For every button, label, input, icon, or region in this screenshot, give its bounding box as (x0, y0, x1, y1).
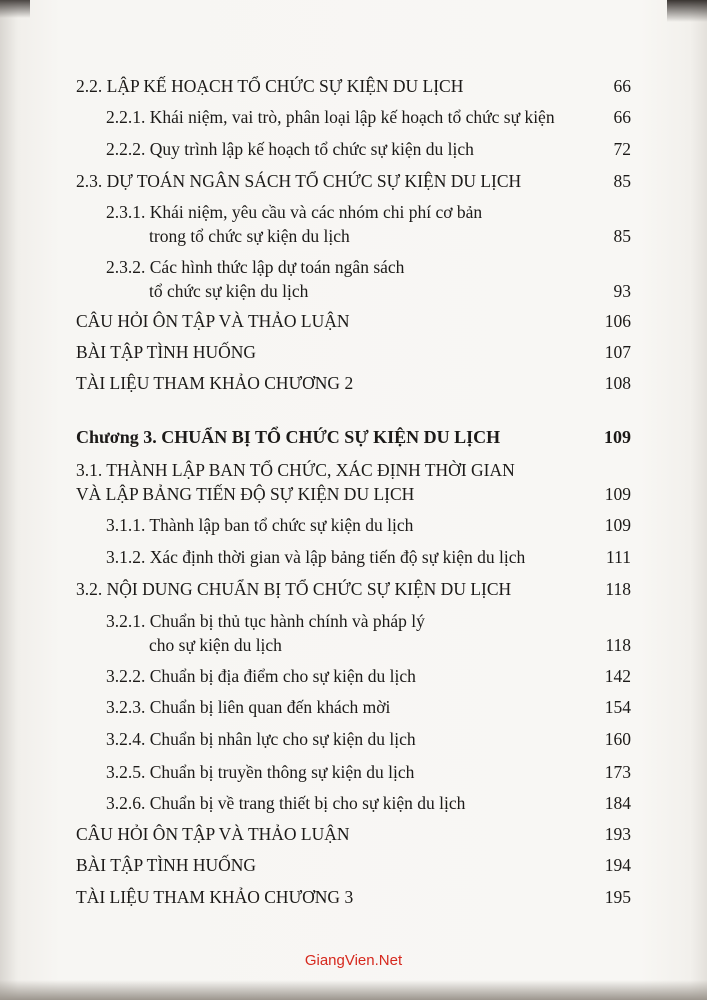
toc-page-number: 107 (604, 342, 631, 362)
toc-entry-title: 2.3.2. Các hình thức lập dự toán ngân sách tổ chức sự kiện du lịch (106, 257, 405, 301)
toc-page-number: 173 (604, 762, 631, 782)
toc-entry-title: 3.2.4. Chuẩn bị nhân lực cho sự kiện du lịch (106, 729, 416, 749)
toc-page-number: 109 (604, 427, 631, 447)
toc-chapter-title: Chương 3. CHUẨN BỊ TỔ CHỨC SỰ KIỆN DU LỊCH (76, 427, 501, 447)
toc-page-number: 109 (604, 484, 631, 504)
toc-entry-title: 3.1.2. Xác định thời gian và lập bảng tiến độ sự kiện du lịch (106, 547, 526, 567)
toc-page-number: 109 (604, 515, 631, 535)
toc-entry-title: 3.2.3. Chuẩn bị liên quan đến khách mời (106, 697, 391, 717)
toc-entry-title: 3.2.1. Chuẩn bị thủ tục hành chính và pháp lý cho sự kiện du lịch (106, 611, 425, 655)
toc-page-number: 118 (605, 579, 631, 599)
toc-entry-title: TÀI LIỆU THAM KHẢO CHƯƠNG 2 (76, 373, 354, 393)
toc-entry-title: 2.2.1. Khái niệm, vai trò, phân loại lập kế hoạch tổ chức sự kiện (106, 107, 555, 127)
scan-edge-shadow (0, 980, 707, 1000)
toc-page-number: 85 (613, 171, 631, 191)
toc-page-number: 194 (604, 855, 631, 875)
toc-page-number: 66 (613, 76, 631, 96)
toc-page-number: 72 (613, 139, 631, 159)
toc-entry-title: 2.3. DỰ TOÁN NGÂN SÁCH TỔ CHỨC SỰ KIỆN DU LỊCH (76, 171, 522, 191)
toc-page-number: 118 (605, 635, 631, 655)
toc-page-number: 193 (604, 824, 631, 844)
toc-entry-title: 2.2. LẬP KẾ HOẠCH TỔ CHỨC SỰ KIỆN DU LỊCH (76, 76, 464, 96)
toc-page-number: 160 (604, 729, 631, 749)
watermark-footer: GiangVien.Net (304, 952, 403, 969)
toc-page-number: 106 (604, 311, 631, 331)
toc-page-number: 195 (604, 887, 631, 907)
toc-page-number: 142 (604, 666, 631, 686)
toc-entry-title: CÂU HỎI ÔN TẬP VÀ THẢO LUẬN (76, 824, 350, 844)
toc-entry-title: 2.3.1. Khái niệm, yêu cầu và các nhóm chi phí cơ bản trong tổ chức sự kiện du lịch (106, 202, 483, 246)
toc-entry-title: CÂU HỎI ÔN TẬP VÀ THẢO LUẬN (76, 311, 350, 331)
toc-entry-title: 3.2. NỘI DUNG CHUẨN BỊ TỔ CHỨC SỰ KIỆN DU LỊCH (76, 579, 512, 599)
toc-page-number: 93 (613, 281, 631, 301)
toc-entry-title: 3.2.5. Chuẩn bị truyền thông sự kiện du lịch (106, 762, 415, 782)
toc-entry-title: 3.1. THÀNH LẬP BAN TỔ CHỨC, XÁC ĐỊNH THỜI GIAN VÀ LẬP BẢNG TIẾN ĐỘ SỰ KIỆN DU LỊCH (76, 460, 515, 504)
toc-entry-title: 3.2.6. Chuẩn bị về trang thiết bị cho sự kiện du lịch (106, 793, 466, 813)
toc-page-number: 66 (613, 107, 631, 127)
toc-entry-title: BÀI TẬP TÌNH HUỐNG (76, 342, 257, 362)
toc-page-number: 154 (604, 697, 631, 717)
toc-page-number: 111 (606, 547, 631, 567)
toc-page-number: 85 (613, 226, 631, 246)
toc-entry-title: 2.2.2. Quy trình lập kế hoạch tổ chức sự kiện du lịch (106, 139, 474, 159)
toc-entry-title: BÀI TẬP TÌNH HUỐNG (76, 855, 257, 875)
toc-entry-title: TÀI LIỆU THAM KHẢO CHƯƠNG 3 (76, 887, 354, 907)
toc-page-number: 184 (604, 793, 631, 813)
scan-edge-shadow (0, 0, 30, 18)
toc-entry-title: 3.2.2. Chuẩn bị địa điểm cho sự kiện du lịch (106, 666, 416, 686)
scan-edge-shadow (667, 0, 707, 22)
toc-entry-title: 3.1.1. Thành lập ban tổ chức sự kiện du lịch (106, 515, 414, 535)
toc-page-number: 108 (604, 373, 631, 393)
